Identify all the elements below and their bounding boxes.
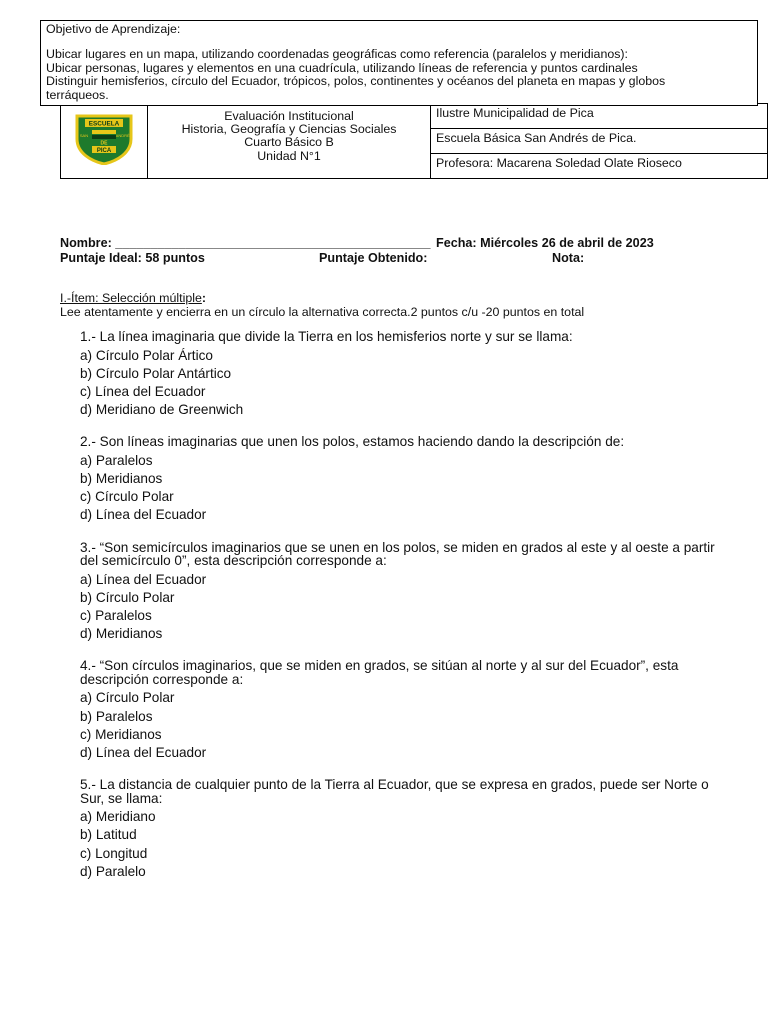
- grade-level: Cuarto Básico B: [244, 135, 334, 150]
- section-title-colon: :: [201, 291, 206, 305]
- learning-objective-box: [40, 20, 758, 106]
- answer-option[interactable]: a) Paralelos: [80, 452, 153, 468]
- answer-option[interactable]: c) Línea del Ecuador: [80, 383, 206, 399]
- question-4: [80, 659, 720, 762]
- section-instructions: Lee atentamente y encierra en un círculo la alternativa correcta.2 puntos c/u -20 puntos en total: [60, 305, 585, 319]
- answer-option[interactable]: a) Círculo Polar: [80, 690, 175, 706]
- answer-option[interactable]: d) Línea del Ecuador: [80, 745, 207, 761]
- subject-name: Historia, Geografía y Ciencias Sociales: [181, 122, 397, 137]
- answer-option[interactable]: c) Meridianos: [80, 726, 162, 742]
- teacher-name-cell: Profesora: Macarena Soledad Olate Rioseco: [431, 154, 768, 179]
- logo-side-right: ANDRÉS: [115, 132, 133, 138]
- objective-line: Ubicar lugares en un mapa, utilizando coordenadas geográficas como referencia (paralelos y meridianos):: [46, 47, 628, 62]
- student-row-1: [60, 236, 760, 251]
- question-text: 4.- “Son círculos imaginarios, que se miden en grados, se sitúan al norte y al sur del Ecuador”, esta descripción corresponde a:: [80, 658, 679, 687]
- evaluation-type: Evaluación Institucional: [224, 109, 354, 123]
- school-header-table: [60, 103, 768, 179]
- answer-option[interactable]: d) Meridiano de Greenwich: [80, 402, 244, 418]
- section-heading: [60, 291, 206, 305]
- student-info: [60, 236, 760, 266]
- objective-line: terráqueos.: [46, 87, 109, 102]
- answer-option[interactable]: b) Latitud: [80, 827, 137, 843]
- logo-bottom-text: PICA: [96, 147, 112, 154]
- question-5: [80, 778, 720, 881]
- answer-option[interactable]: b) Paralelos: [80, 708, 153, 724]
- answer-option[interactable]: b) Círculo Polar Antártico: [80, 365, 232, 381]
- answer-option[interactable]: a) Meridiano: [80, 809, 156, 825]
- answer-option[interactable]: b) Círculo Polar: [80, 589, 175, 605]
- answer-option[interactable]: b) Meridianos: [80, 471, 163, 487]
- objective-title: Objetivo de Aprendizaje:: [46, 22, 181, 36]
- answer-option[interactable]: c) Paralelos: [80, 608, 152, 624]
- grade-field[interactable]: Nota:: [552, 251, 585, 265]
- objective-line: Distinguir hemisferios, círculo del Ecuador, trópicos, polos, continentes y océanos del planeta en mapas y globos: [46, 74, 666, 89]
- date-label: Fecha: Miércoles 26 de abril de 2023: [436, 236, 654, 250]
- question-text: 1.- La línea imaginaria que divide la Tierra en los hemisferios norte y sur se llama:: [80, 329, 573, 344]
- answer-option[interactable]: d) Paralelo: [80, 863, 146, 879]
- question-list: [80, 330, 720, 897]
- answer-option[interactable]: a) Línea del Ecuador: [80, 571, 207, 587]
- question-text: 5.- La distancia de cualquier punto de la Tierra al Ecuador, que se expresa en grados, puede ser Norte o Sur, se llama:: [80, 777, 709, 806]
- obtained-score-field[interactable]: Puntaje Obtenido:: [319, 251, 428, 265]
- student-name-field[interactable]: Nombre: _____________________________________________: [60, 236, 431, 250]
- question-2: [80, 435, 720, 524]
- ideal-score-label: Puntaje Ideal: 58 puntos: [60, 251, 205, 265]
- section-title: I.-Ítem: Selección múltiple: [60, 291, 202, 305]
- school-name-cell: Escuela Básica San Andrés de Pica.: [431, 129, 768, 154]
- answer-option[interactable]: c) Longitud: [80, 845, 148, 861]
- objective-line: Ubicar personas, lugares y elementos en una cuadrícula, utilizando líneas de referencia y puntos cardinales: [46, 60, 638, 75]
- question-text: 2.- Son líneas imaginarias que unen los polos, estamos haciendo dando la descripción de:: [80, 434, 625, 450]
- answer-option[interactable]: c) Círculo Polar: [80, 489, 174, 505]
- answer-option[interactable]: d) Línea del Ecuador: [80, 507, 207, 523]
- question-1: [80, 330, 720, 419]
- municipality-cell: Ilustre Municipalidad de Pica: [431, 104, 768, 129]
- student-row-2: [60, 251, 760, 266]
- answer-option[interactable]: a) Círculo Polar Ártico: [80, 347, 213, 363]
- unit-number: Unidad N°1: [257, 148, 321, 163]
- evaluation-info-cell: [148, 104, 431, 179]
- logo-top-text: ESCUELA: [88, 120, 120, 128]
- question-3: [80, 541, 720, 644]
- school-logo-icon: [73, 113, 135, 165]
- logo-mid-text: DE: [100, 140, 108, 146]
- question-text: 3.- “Son semicírculos imaginarios que se unen en los polos, se miden en grados al este y al oeste a partir del semicírculo 0”, esta descripción corresponde a:: [80, 539, 715, 569]
- logo-side-left: SAN: [79, 132, 89, 138]
- answer-option[interactable]: d) Meridianos: [80, 626, 163, 642]
- logo-cell: [61, 104, 148, 179]
